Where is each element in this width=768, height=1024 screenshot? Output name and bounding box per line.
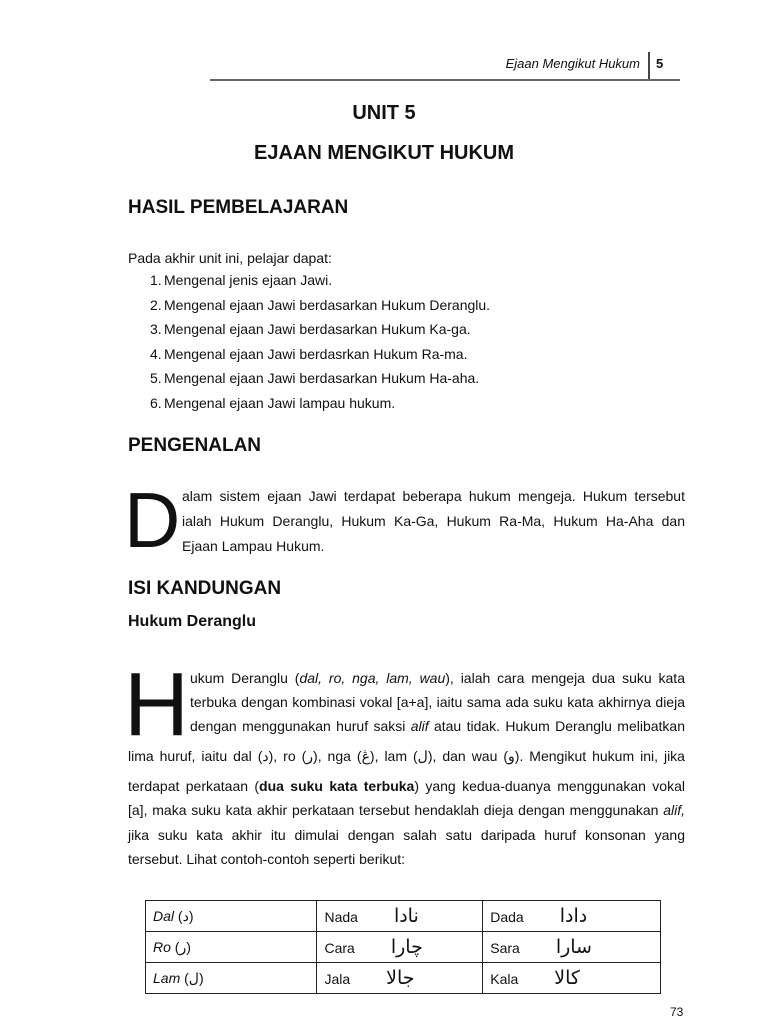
content-line-7: jika suku kata akhir itu dimulai dengan salah satu daripada huruf konsonan yang: [128, 827, 685, 843]
table-cell-letter: Ro (ر): [146, 932, 317, 963]
running-header-chapter: 5: [656, 56, 664, 71]
list-item: 3. Mengenal ejaan Jawi berdasarkan Hukum Ka-ga.: [150, 321, 471, 338]
table-cell-word: Kala کالا: [483, 963, 661, 994]
intro-line-1: alam sistem ejaan Jawi terdapat beberapa hukum mengeja. Hukum tersebut: [182, 488, 685, 504]
example-table: [145, 900, 661, 994]
intro-line-3: Ejaan Lampau Hukum.: [182, 538, 325, 554]
header-rule: [210, 79, 680, 81]
list-item: 6. Mengenal ejaan Jawi lampau hukum.: [150, 394, 396, 411]
outcomes-heading: HASIL PEMBELAJARAN: [128, 197, 349, 218]
unit-label: UNIT 5: [352, 102, 416, 124]
content-line-8: tersebut. Lihat contoh-contoh seperti berikut:: [128, 851, 406, 867]
list-item: 4. Mengenal ejaan Jawi berdasrkan Hukum Ra-ma.: [150, 345, 468, 362]
content-dropcap: H: [124, 655, 189, 755]
content-heading: ISI KANDUNGAN: [128, 578, 282, 599]
content-line-1: ukum Deranglu (dal, ro, nga, lam, wau), ialah cara mengeja dua suku kata: [190, 670, 685, 686]
content-line-2: terbuka dengan kombinasi vokal [a+a], iaitu sama ada suku kata akhirnya dieja: [190, 694, 685, 710]
list-item: 5. Mengenal ejaan Jawi berdasarkan Hukum Ha-aha.: [150, 370, 480, 387]
content-line-4: lima huruf, iaitu dal (د), ro (ر), nga (ڠ), lam (ل), dan wau (و). Mengikut hukum ini, jika: [128, 748, 685, 764]
table-cell-word: Dada دادا: [483, 901, 661, 932]
intro-dropcap: D: [124, 476, 181, 564]
intro-line-2: ialah Hukum Deranglu, Hukum Ka-Ga, Hukum Ra-Ma, Hukum Ha-Aha dan: [182, 513, 685, 529]
table-cell-word: Nada نادا: [317, 901, 483, 932]
content-subheading: Hukum Deranglu: [128, 613, 257, 630]
table-cell-word: Sara سارا: [483, 932, 661, 963]
table-cell-word: Cara چارا: [317, 932, 483, 963]
table-row: [146, 963, 661, 994]
table-cell-letter: Dal (د): [146, 901, 317, 932]
content-line-3: dengan menggunakan huruf saksi alif atau tidak. Hukum Deranglu melibatkan: [190, 718, 685, 734]
header-separator: [648, 52, 650, 80]
content-line-5: terdapat perkataan (dua suku kata terbuka) yang kedua-duanya menggunakan vokal: [128, 778, 685, 794]
unit-title: EJAAN MENGIKUT HUKUM: [254, 142, 514, 164]
table-cell-letter: Lam (ل): [146, 963, 317, 994]
table-row: [146, 901, 661, 932]
list-item: 1. Mengenal jenis ejaan Jawi.: [150, 272, 333, 288]
outcomes-intro: Pada akhir unit ini, pelajar dapat:: [128, 250, 332, 266]
table-row: [146, 932, 661, 963]
list-item: 2. Mengenal ejaan Jawi berdasarkan Hukum Deranglu.: [150, 296, 491, 313]
content-line-6: [a], maka suku kata akhir perkataan tersebut hendaklah dieja dengan menggunakan alif,: [128, 802, 685, 818]
intro-heading: PENGENALAN: [128, 435, 262, 456]
page-number: 73: [670, 1005, 684, 1019]
outcomes-list: [150, 268, 490, 416]
table-cell-word: Jala جالا: [317, 963, 483, 994]
running-header-title: Ejaan Mengikut Hukum: [505, 56, 640, 71]
